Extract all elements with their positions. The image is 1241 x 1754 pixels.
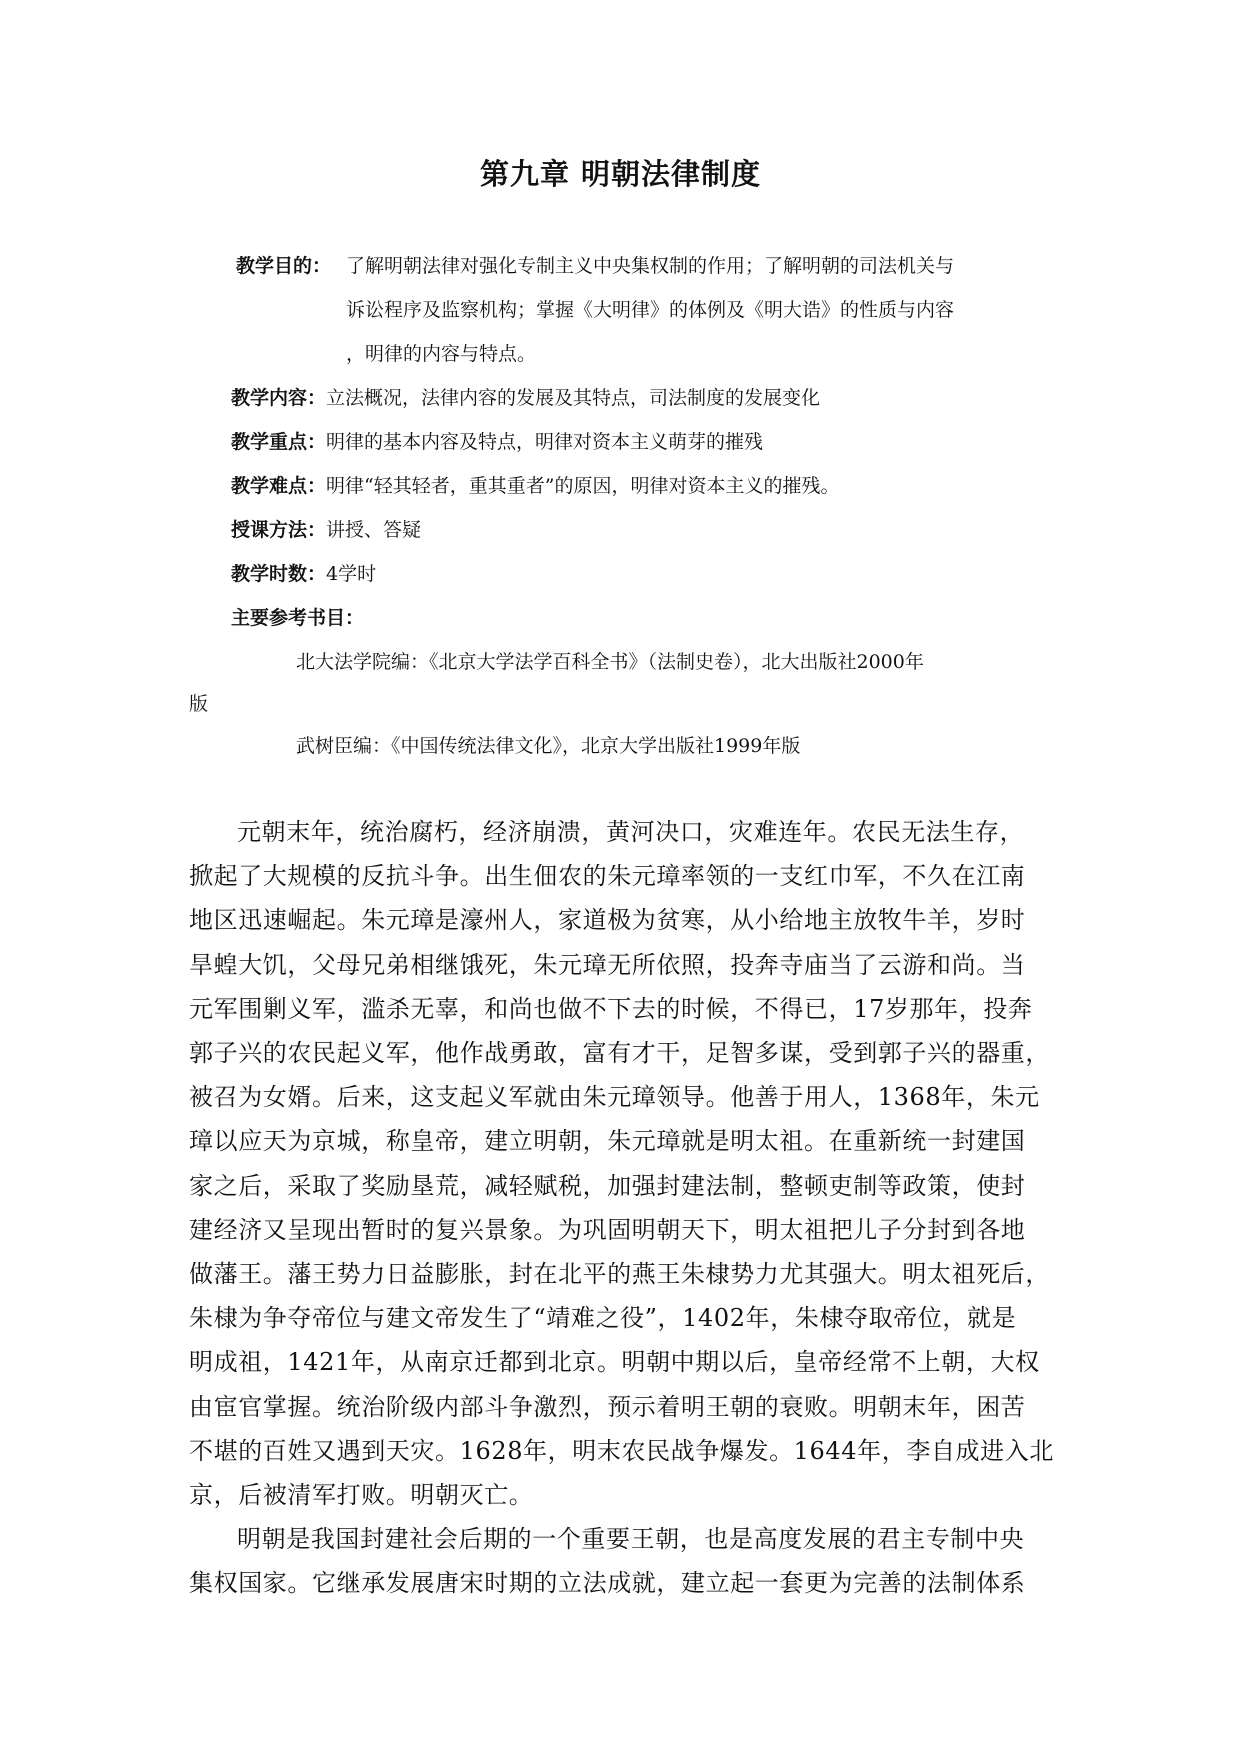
paragraph-line: 明成祖，1421年，从南京迁都到北京。明朝中期以后，皇帝经常不上朝，大权: [189, 1348, 1040, 1377]
paragraph-line: 旱蝗大饥，父母兄弟相继饿死，朱元璋无所依照，投奔寺庙当了云游和尚。当: [189, 950, 1026, 979]
paragraph-line: 元军围剿义军，滥杀无辜，和尚也做不下去的时候，不得已，17岁那年，投奔: [189, 994, 1033, 1023]
teaching-goal-line: 诉讼程序及监察机构；掌握《大明律》的体例及《明大诰》的性质与内容: [346, 299, 955, 321]
teaching-goal-line: 了解明朝法律对强化专制主义中央集权制的作用；了解明朝的司法机关与: [346, 255, 955, 277]
paragraph-line: 地区迅速崛起。朱元璋是濠州人，家道极为贫寒，从小给地主放牧牛羊，岁时: [189, 906, 1026, 935]
meta-row-hours: [231, 552, 376, 596]
paragraph: [189, 810, 1054, 1606]
meta-row-method: [231, 508, 421, 552]
paragraph-line: 璋以应天为京城，称皇帝，建立明朝，朱元璋就是明太祖。在重新统一封建国: [189, 1127, 1026, 1156]
reference-line: 武树臣编：《中国传统法律文化》，北京大学出版社1999年版: [296, 735, 801, 757]
paragraph-line: 明朝是我国封建社会后期的一个重要王朝，也是高度发展的君主专制中央: [237, 1525, 1025, 1554]
paragraph-line: 家之后，采取了奖励垦荒，减轻赋税，加强封建法制，整顿吏制等政策，使封: [189, 1171, 1026, 1200]
paragraph-line: 掀起了大规模的反抗斗争。出生佃农的朱元璋率领的一支红巾军，不久在江南: [189, 862, 1026, 891]
teaching-goal-text: [346, 244, 1051, 376]
paragraph-line: 集权国家。它继承发展唐宋时期的立法成就，建立起一套更为完善的法制体系: [189, 1569, 1026, 1598]
meta-label: 教学难点：: [231, 475, 327, 497]
paragraph-line: 京，后被清军打败。明朝灭亡。: [189, 1481, 534, 1510]
reference-line-wrap: 版: [189, 693, 209, 715]
meta-value: 明律“轻其轻者，重其重者”的原因，明律对资本主义的摧残。: [326, 475, 840, 497]
paragraph-line: 元朝末年，统治腐朽，经济崩溃，黄河决口，灾难连年。农民无法生存，: [237, 818, 1025, 846]
paragraph-line: 建经济又呈现出暂时的复兴景象。为巩固明朝天下，明太祖把儿子分封到各地: [189, 1215, 1026, 1244]
meta-row-content: [231, 376, 820, 420]
meta-value: 明律的基本内容及特点，明律对资本主义萌芽的摧残: [326, 431, 764, 453]
meta-row-key-points: [231, 420, 763, 464]
meta-label: 授课方法：: [231, 519, 327, 541]
meta-label: 教学时数：: [231, 563, 327, 585]
meta-label: 教学重点：: [231, 431, 327, 453]
teaching-goal-label: 教学目的：: [236, 255, 332, 277]
meta-value: 立法概况，法律内容的发展及其特点，司法制度的发展变化: [326, 387, 821, 409]
reference-line: 北大法学院编：《北京大学法学百科全书》（法制史卷），北大出版社2000年: [296, 651, 924, 673]
meta-label: 主要参考书目：: [231, 607, 365, 629]
meta-label: 教学内容：: [231, 387, 327, 409]
paragraph-line: 郭子兴的农民起义军，他作战勇敢，富有才干，足智多谋，受到郭子兴的器重，: [189, 1039, 1050, 1068]
meta-value: 讲授、答疑: [326, 519, 422, 541]
paragraph-line: 朱棣为争夺帝位与建文帝发生了“靖难之役”，1402年，朱棣夺取帝位，就是: [189, 1304, 1017, 1333]
meta-value: 4学时: [326, 563, 377, 585]
paragraph-line: 由宦官掌握。统治阶级内部斗争激烈，预示着明王朝的衰败。明朝末年，困苦: [189, 1392, 1026, 1421]
teaching-goal-line: ，明律的内容与特点。: [346, 343, 537, 365]
meta-row-difficulties: [231, 464, 839, 508]
meta-row-references-heading: [231, 596, 364, 640]
paragraph-line: 不堪的百姓又遇到天灾。1628年，明末农民战争爆发。1644年，李自成进入北: [189, 1436, 1054, 1465]
paragraph-line: 被召为女婿。后来，这支起义军就由朱元璋领导。他善于用人，1368年，朱元: [189, 1083, 1040, 1112]
paragraph-line: 做藩王。藩王势力日益膨胀，封在北平的燕王朱棣势力尤其强大。明太祖死后，: [189, 1260, 1050, 1289]
page-title: 第九章 明朝法律制度: [479, 157, 762, 191]
